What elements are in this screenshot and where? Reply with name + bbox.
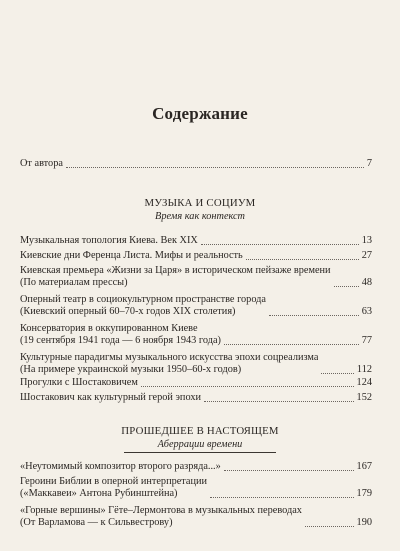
toc-entry-line: (19 сентября 1941 года — 6 ноября 1943 года) [20, 335, 221, 346]
toc-entry-line: Оперный театр в социокультурном пространстве города [20, 294, 266, 305]
toc-entry[interactable] [20, 323, 372, 347]
leader-dots [210, 497, 354, 498]
section-heading: ПРОШЕДШЕЕ В НАСТОЯЩЕМ [121, 425, 279, 437]
leader-dots [246, 259, 359, 260]
toc-entry-text [20, 352, 318, 376]
leader-dots [269, 315, 359, 316]
toc-entry-line: Киевская премьера «Жизни за Царя» в историческом пейзаже времени [20, 265, 331, 276]
toc-entry-page: 13 [361, 235, 372, 246]
toc-entry-text: Музыкальная топология Киева. Век XIX [20, 235, 198, 246]
toc-entry-line: (На примере украинской музыки 1950–60-х годов) [20, 364, 242, 375]
section-subtitle: Аберрации времени [157, 439, 243, 450]
toc-entry-text: «Неутомимый композитор второго разряда...» [20, 461, 221, 472]
toc-entry[interactable] [20, 352, 372, 376]
leader-dots [321, 373, 353, 374]
toc-entry-page: 77 [361, 335, 372, 346]
toc-entry-line: (По материалам прессы) [20, 277, 128, 288]
toc-entry-page: 48 [361, 277, 372, 288]
toc-entry-line: Консерватория в оккупированном Киеве [20, 323, 198, 334]
leader-dots [224, 344, 359, 345]
toc-entry-line: (От Варламова — к Сильвестрову) [20, 517, 173, 528]
section-divider [124, 452, 276, 453]
toc-entry-line: Культурные парадигмы музыкального искусства эпохи соцреализма [20, 352, 319, 363]
toc-entry-text: От автора [20, 158, 63, 169]
toc-entry[interactable] [20, 476, 372, 500]
toc-entry-preface[interactable] [20, 158, 372, 170]
toc-entry-page: 179 [356, 488, 372, 499]
section-subtitle: Время как контекст [155, 211, 245, 222]
toc-entry-text: Киевские дни Ференца Листа. Мифы и реальность [20, 250, 243, 261]
toc-entry-page: 190 [356, 517, 372, 528]
leader-dots [305, 526, 354, 527]
leader-dots [66, 167, 364, 168]
section-heading: МУЗЫКА И СОЦИУМ [144, 197, 256, 209]
leader-dots [141, 386, 354, 387]
toc-entry[interactable] [20, 294, 372, 318]
toc-entry-text: Прогулки с Шостаковичем [20, 377, 138, 388]
toc-entry-text [20, 265, 331, 289]
leader-dots [201, 244, 359, 245]
toc-entry-page: 167 [356, 461, 372, 472]
toc-entry-text: Шостакович как культурный герой эпохи [20, 392, 201, 403]
page-title: Содержание [152, 104, 248, 123]
toc-entry-text [20, 476, 207, 500]
toc-entry[interactable] [20, 505, 372, 529]
toc-entry-line: Героини Библии в оперной интерпретации [20, 476, 208, 487]
toc-entry[interactable] [20, 392, 372, 404]
leader-dots [334, 286, 359, 287]
toc-entry-page: 152 [356, 392, 372, 403]
toc-entry[interactable] [20, 250, 372, 262]
toc-entry[interactable] [20, 377, 372, 389]
toc-entry-page: 63 [361, 306, 372, 317]
toc-entry-line: «Горные вершины» Гёте–Лермонтова в музыкальных переводах [20, 505, 302, 516]
toc-entry-page: 7 [366, 158, 372, 169]
toc-entry[interactable] [20, 461, 372, 473]
toc-entry[interactable] [20, 235, 372, 247]
leader-dots [224, 470, 354, 471]
toc-entry-line: (Киевский оперный 60–70-х годов XIX столетия) [20, 306, 236, 317]
leader-dots [204, 401, 354, 402]
toc-entry-page: 27 [361, 250, 372, 261]
toc-entry-text [20, 505, 302, 529]
toc-entry-line: («Маккавеи» Антона Рубинштейна) [20, 488, 178, 499]
toc-entry-text [20, 294, 266, 318]
toc-entry-page: 112 [356, 364, 372, 375]
toc-entry[interactable] [20, 265, 372, 289]
toc-entry-text [20, 323, 221, 347]
toc-entry-page: 124 [356, 377, 372, 388]
